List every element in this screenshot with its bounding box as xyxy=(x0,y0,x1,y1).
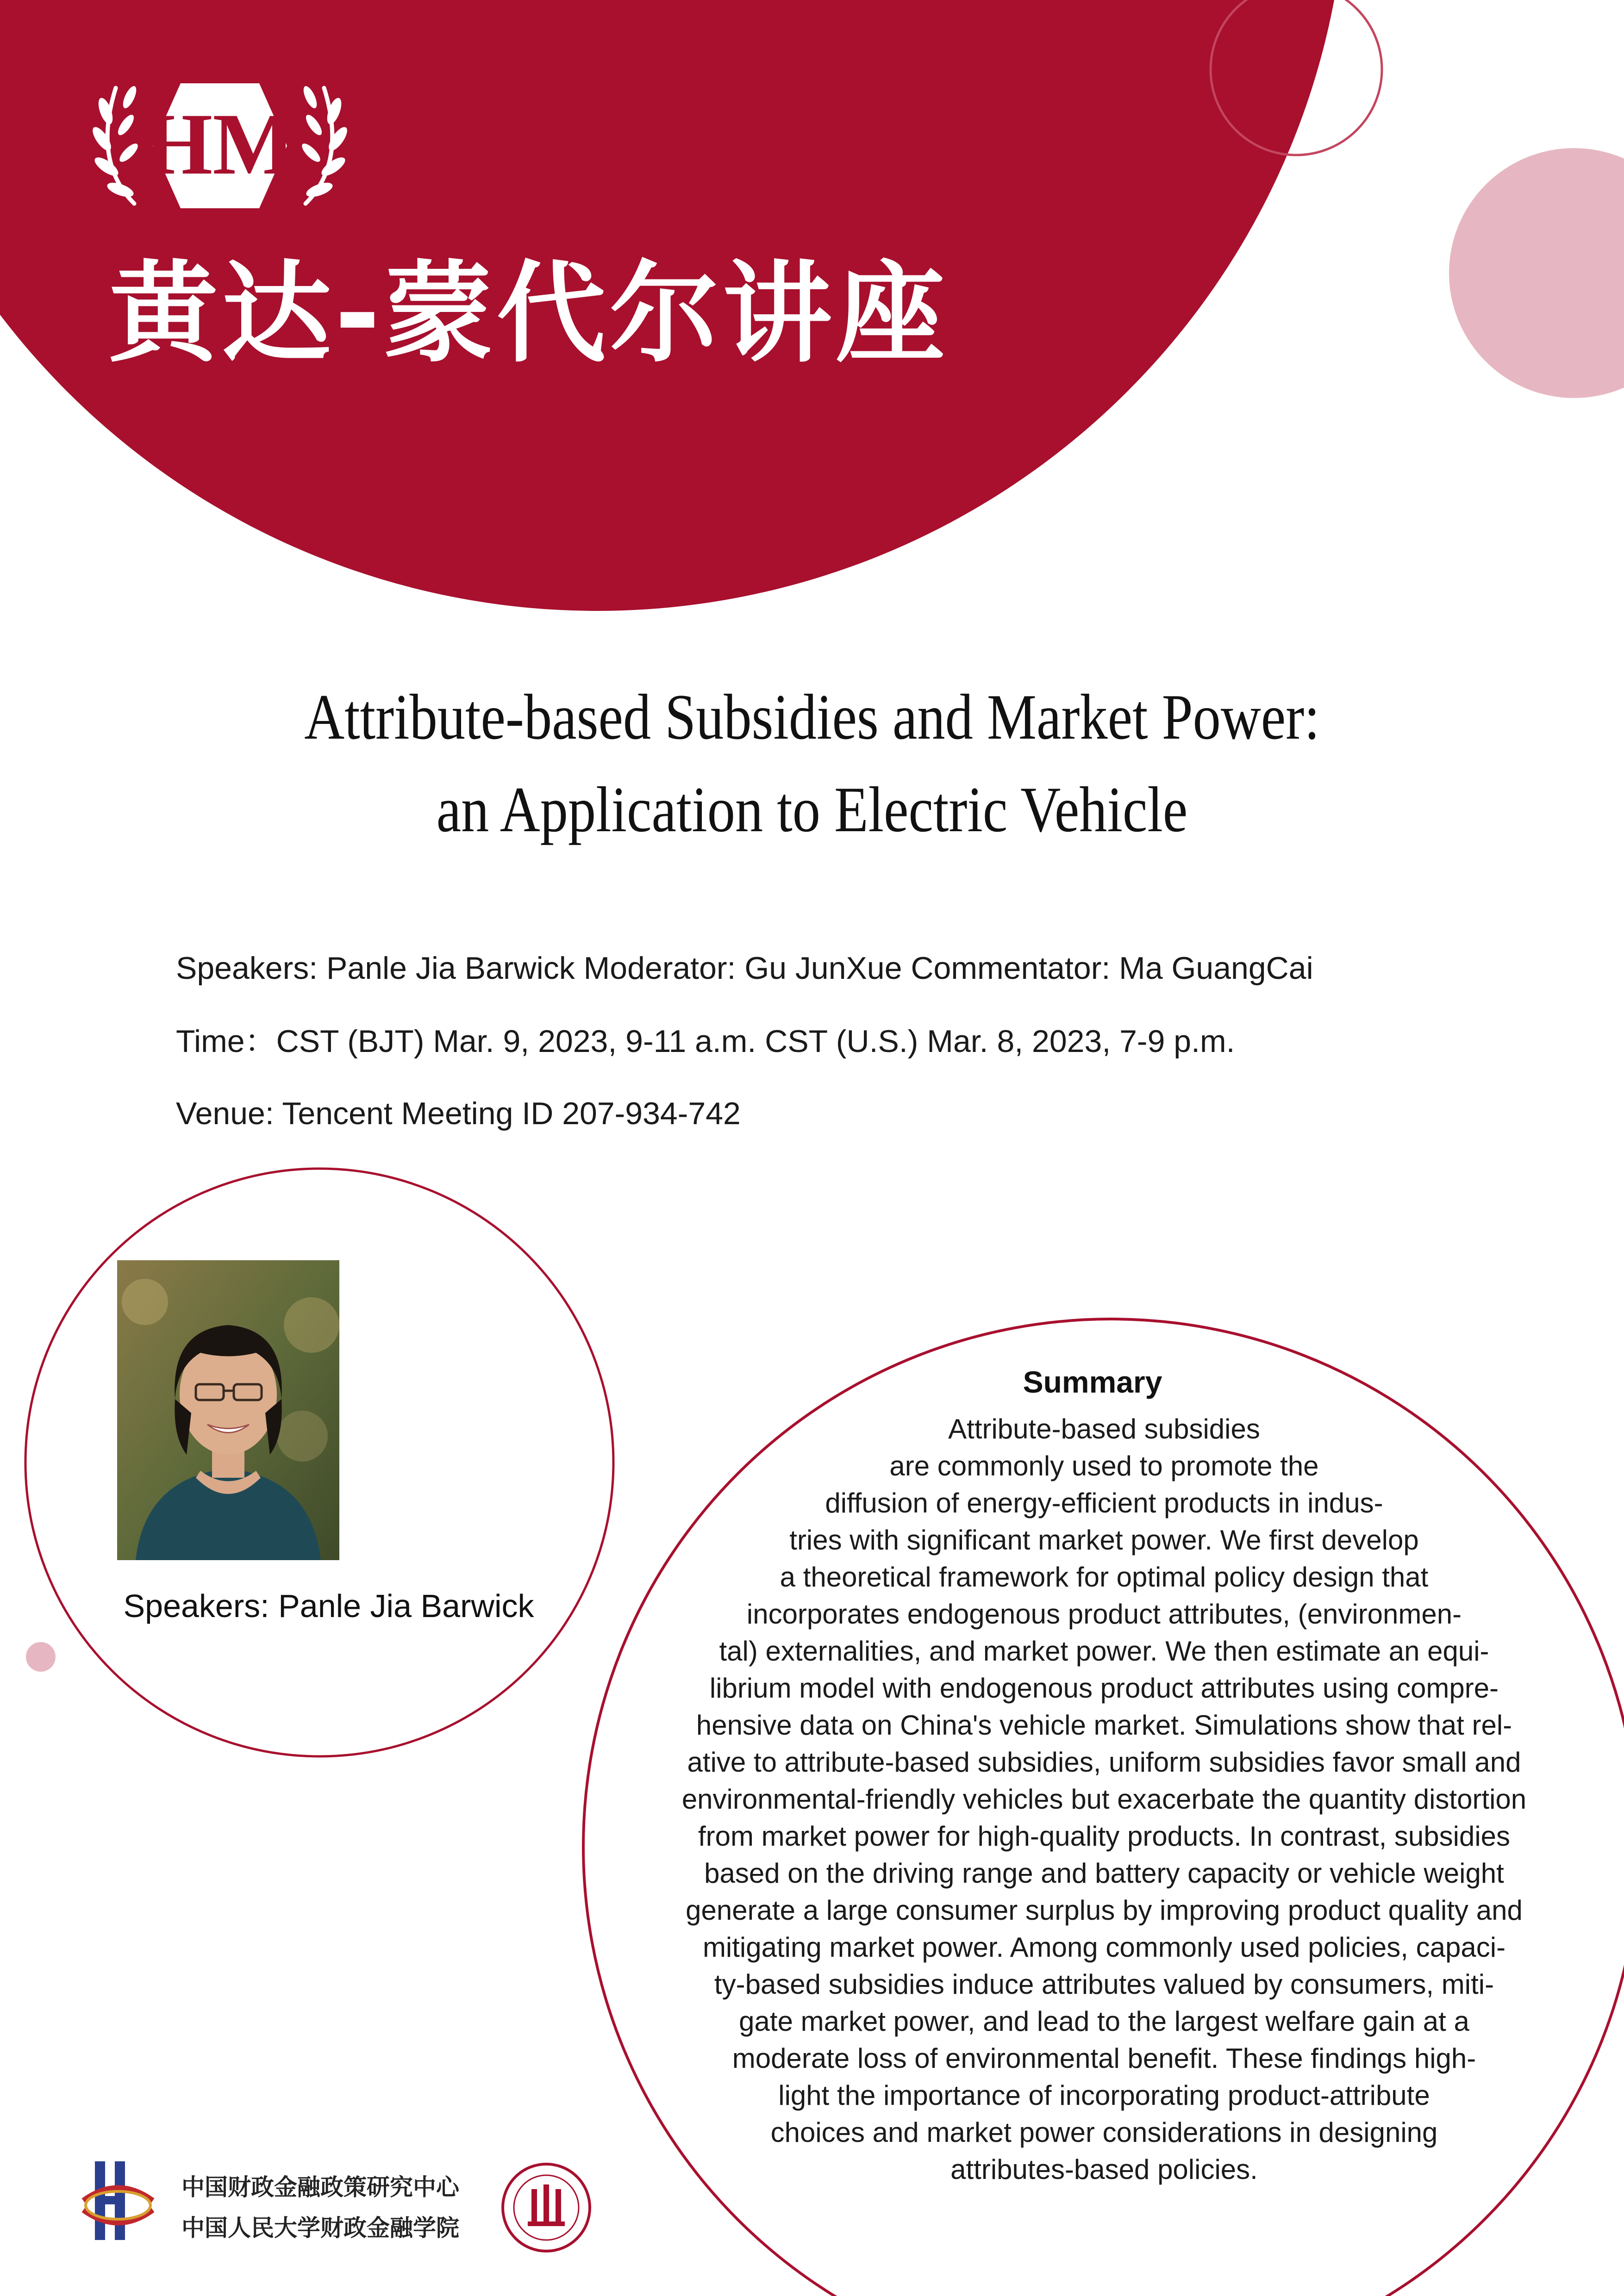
summary-line: gate market power, and lead to the largest welfare gain at a xyxy=(739,2006,1469,2037)
summary-line: tries with significant market power. We first develop xyxy=(789,1524,1419,1556)
summary-line: tal) externalities, and market power. We then estimate an equi- xyxy=(719,1636,1489,1667)
policy-center-logo xyxy=(79,2157,157,2245)
summary-line: diffusion of energy-efficient products in indus- xyxy=(825,1487,1383,1518)
time-info: Time：CST (BJT) Mar. 9, 2023, 9-11 a.m. CST (U.S.) Mar. 8, 2023, 7-9 p.m. xyxy=(176,1024,1235,1059)
org-name-school: 中国人民大学财政金融学院 xyxy=(181,2215,459,2241)
talk-title-line-1: Attribute-based Subsidies and Market Power: xyxy=(304,681,1320,753)
summary-heading: Summary xyxy=(1023,1365,1162,1399)
summary-line: a theoretical framework for optimal policy design that xyxy=(780,1562,1429,1593)
summary-line: librium model with endogenous product attributes using compre- xyxy=(709,1673,1499,1704)
summary-line: from market power for high-quality products. In contrast, subsidies xyxy=(698,1821,1511,1852)
speaker-photo xyxy=(117,1260,339,1560)
org-name-policy-center: 中国财政金融政策研究中心 xyxy=(181,2174,459,2201)
summary-line: incorporates endogenous product attributes, (environmen- xyxy=(746,1599,1462,1630)
summary-line: choices and market power considerations in designing xyxy=(770,2117,1438,2148)
lecture-series-title: 黄达-蒙代尔讲座 xyxy=(109,250,949,377)
venue-info: Venue: Tencent Meeting ID 207-934-742 xyxy=(176,1096,741,1131)
hm-laurel-logo xyxy=(83,69,356,222)
speakers-info: Speakers: Panle Jia Barwick Moderator: Gu JunXue Commentator: Ma GuangCai xyxy=(176,951,1313,986)
summary-line: mitigating market power. Among commonly used policies, capaci- xyxy=(702,1932,1506,1963)
university-seal-logo xyxy=(500,2161,593,2254)
talk-title-line-2: an Application to Electric Vehicle xyxy=(436,774,1188,846)
summary-line: attributes-based policies. xyxy=(950,2154,1258,2185)
summary-line: light the importance of incorporating product-attribute xyxy=(778,2080,1430,2111)
speaker-caption: Speakers: Panle Jia Barwick xyxy=(123,1588,534,1624)
summary-line: generate a large consumer surplus by improving product quality and xyxy=(686,1895,1523,1926)
right-pink-circle xyxy=(1449,148,1624,398)
summary-line: based on the driving range and battery capacity or vehicle weight xyxy=(704,1858,1504,1889)
summary-line: are commonly used to promote the xyxy=(889,1450,1319,1481)
hm-logo-letters: HM xyxy=(144,96,296,193)
summary-line: ty-based subsidies induce attributes valued by consumers, miti- xyxy=(714,1969,1494,2000)
summary-line: Attribute-based subsidies xyxy=(948,1413,1260,1444)
summary-line: moderate loss of environmental benefit. These findings high- xyxy=(732,2043,1476,2074)
summary-line: environmental-friendly vehicles but exacerbate the quantity distortion xyxy=(681,1784,1527,1815)
summary-line: hensive data on China's vehicle market. Simulations show that rel- xyxy=(696,1710,1512,1741)
small-pink-dot xyxy=(26,1642,56,1672)
summary-line: ative to attribute-based subsidies, uniform subsidies favor small and xyxy=(687,1747,1521,1778)
